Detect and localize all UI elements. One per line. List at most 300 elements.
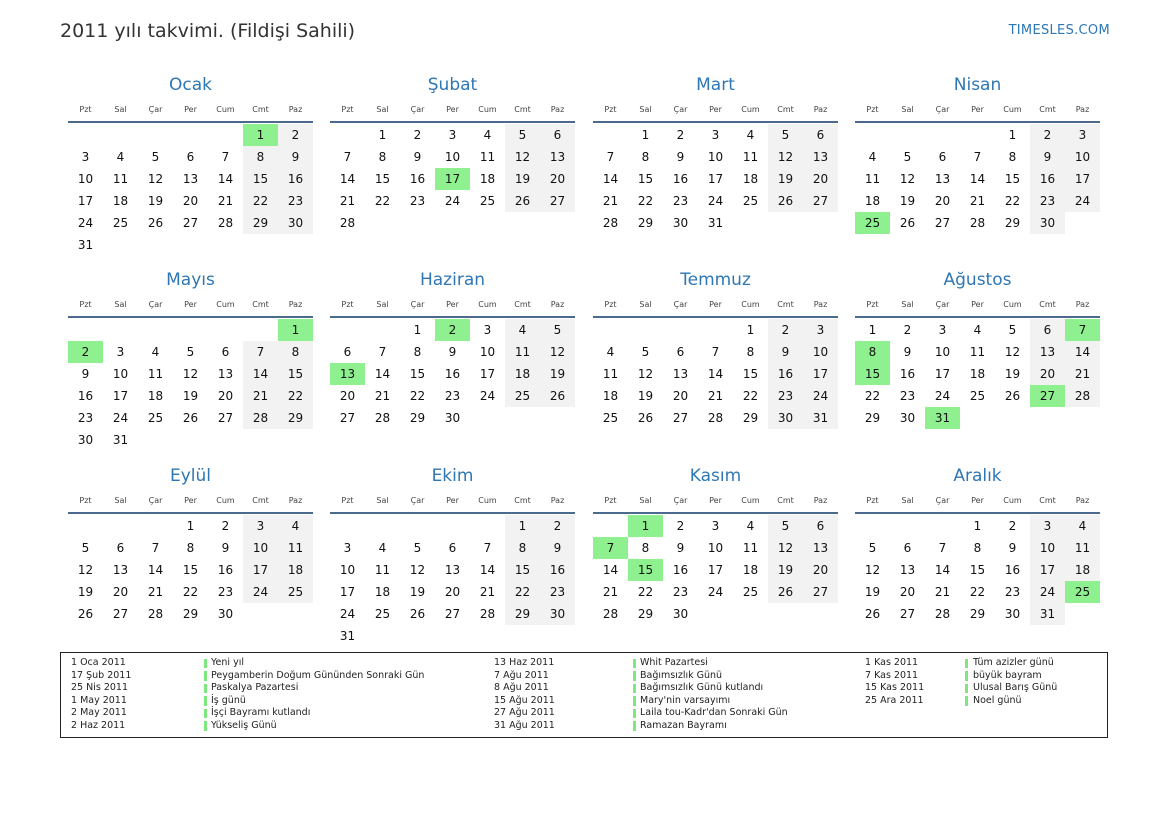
day-cell: 11: [278, 537, 313, 559]
day-cell: 13: [217, 367, 234, 381]
legend-marker: [633, 696, 636, 706]
legend-marker: [965, 671, 968, 681]
day-cell: 5: [768, 124, 803, 146]
weekday-label: Paz: [288, 105, 303, 114]
day-cell: 1: [378, 128, 387, 142]
day-cell: 30: [1030, 212, 1065, 234]
day-cell: 11: [969, 345, 986, 359]
day-cell: 22: [409, 389, 426, 403]
day-cell: 16: [444, 367, 461, 381]
month-divider: [330, 121, 575, 123]
day-cell: 10: [803, 341, 838, 363]
day-cell: 3: [1030, 515, 1065, 537]
weekday-label: Pzt: [79, 496, 92, 505]
day-cell: 3: [116, 345, 125, 359]
legend-item: [71, 695, 471, 708]
day-cell: 14: [374, 367, 391, 381]
weekday-label: Cum: [1003, 105, 1022, 114]
day-cell: 9: [1008, 541, 1017, 555]
day-cell: 17: [934, 367, 951, 381]
month-name: Ağustos: [943, 270, 1012, 290]
day-cell: 25: [505, 385, 540, 407]
holiday-day-cell: 27: [1030, 385, 1065, 407]
holiday-legend: [60, 652, 1108, 738]
weekday-header: [855, 104, 1100, 116]
day-cell: 30: [1004, 607, 1021, 621]
day-cell: 9: [413, 150, 422, 164]
legend-marker: [204, 684, 207, 694]
weekday-label: Per: [971, 496, 984, 505]
day-cell: 11: [112, 172, 129, 186]
day-cell: 10: [339, 563, 356, 577]
legend-column: [865, 657, 1095, 707]
day-cell: 6: [803, 124, 838, 146]
weekday-label: Per: [709, 496, 722, 505]
weekday-label: Sal: [114, 300, 127, 309]
legend-date: 25 Nis 2011: [71, 682, 128, 694]
holiday-day-cell: 13: [330, 363, 365, 385]
day-cell: 11: [602, 367, 619, 381]
day-cell: 8: [186, 541, 195, 555]
day-cell: 10: [1065, 146, 1100, 168]
day-grid: [330, 124, 575, 256]
day-cell: 3: [483, 323, 492, 337]
legend-column: [71, 657, 471, 733]
day-cell: 30: [540, 603, 575, 625]
day-cell: 4: [1065, 515, 1100, 537]
day-cell: 23: [672, 585, 689, 599]
day-cell: 22: [182, 585, 199, 599]
month-divider: [855, 316, 1100, 318]
day-cell: 18: [1065, 559, 1100, 581]
day-cell: 15: [505, 559, 540, 581]
day-cell: 24: [934, 389, 951, 403]
day-cell: 20: [540, 168, 575, 190]
legend-date: 2 May 2011: [71, 707, 127, 719]
day-cell: 19: [768, 559, 803, 581]
month-name: Eylül: [169, 466, 212, 486]
legend-holiday-name: Bağımsızlık Günü: [640, 669, 723, 681]
day-cell: 23: [217, 585, 234, 599]
day-cell: 19: [768, 168, 803, 190]
day-cell: 11: [479, 150, 496, 164]
day-cell: 5: [641, 345, 650, 359]
day-cell: 8: [278, 341, 313, 363]
day-cell: 18: [479, 172, 496, 186]
legend-marker: [965, 684, 968, 694]
day-cell: 15: [1004, 172, 1021, 186]
holiday-day-cell: 7: [1065, 319, 1100, 341]
day-cell: 6: [221, 345, 230, 359]
legend-column: [494, 657, 894, 733]
day-cell: 14: [934, 563, 951, 577]
legend-holiday-name: Tüm azizler günü: [973, 657, 1054, 668]
day-cell: 5: [151, 150, 160, 164]
legend-marker: [633, 721, 636, 731]
day-cell: 22: [742, 389, 759, 403]
day-cell: 13: [899, 563, 916, 577]
day-cell: 17: [479, 367, 496, 381]
day-cell: 26: [182, 411, 199, 425]
weekday-label: Çar: [148, 105, 163, 114]
day-cell: 10: [112, 367, 129, 381]
weekday-label: Paz: [550, 105, 565, 114]
weekday-label: Çar: [935, 300, 950, 309]
holiday-day-cell: 8: [855, 341, 890, 363]
weekday-label: Çar: [673, 496, 688, 505]
weekday-label: Cmt: [514, 300, 531, 309]
site-link[interactable]: TIMESLES.COM: [1008, 23, 1110, 38]
weekday-label: Paz: [288, 496, 303, 505]
legend-item: [71, 657, 471, 670]
weekday-header: [68, 104, 313, 116]
day-cell: 8: [378, 150, 387, 164]
day-cell: 7: [973, 150, 982, 164]
legend-item: [865, 695, 1095, 708]
weekday-label: Çar: [410, 105, 425, 114]
day-cell: 8: [413, 345, 422, 359]
day-cell: 6: [938, 150, 947, 164]
holiday-day-cell: 1: [278, 319, 313, 341]
day-cell: 3: [343, 541, 352, 555]
holiday-day-cell: 15: [855, 363, 890, 385]
day-cell: 15: [637, 172, 654, 186]
day-cell: 20: [934, 194, 951, 208]
legend-holiday-name: Ulusal Barış Günü: [973, 682, 1058, 694]
day-cell: 21: [339, 194, 356, 208]
holiday-day-cell: 2: [435, 319, 470, 341]
day-cell: 14: [339, 172, 356, 186]
day-cell: 18: [602, 389, 619, 403]
day-cell: 18: [742, 172, 759, 186]
legend-holiday-name: Laila tou-Kadr'dan Sonraki Gün: [640, 707, 788, 719]
day-grid: [330, 515, 575, 647]
day-cell: 9: [768, 341, 803, 363]
day-cell: 29: [278, 407, 313, 429]
day-cell: 25: [479, 194, 496, 208]
day-cell: 25: [742, 585, 759, 599]
day-cell: 1: [641, 128, 650, 142]
day-cell: 31: [112, 433, 129, 447]
day-cell: 27: [540, 190, 575, 212]
day-cell: 9: [676, 150, 685, 164]
weekday-label: Sal: [639, 496, 652, 505]
day-cell: 18: [112, 194, 129, 208]
holiday-day-cell: 17: [435, 168, 470, 190]
weekday-label: Cum: [216, 300, 235, 309]
legend-marker: [204, 671, 207, 681]
legend-date: 31 Ağu 2011: [494, 719, 555, 731]
weekday-label: Cmt: [252, 105, 269, 114]
day-cell: 29: [637, 607, 654, 621]
day-cell: 27: [339, 411, 356, 425]
day-cell: 28: [1065, 385, 1100, 407]
weekday-header: [68, 299, 313, 311]
day-cell: 12: [864, 563, 881, 577]
month-divider: [68, 316, 313, 318]
day-cell: 2: [903, 323, 912, 337]
day-cell: 15: [374, 172, 391, 186]
legend-date: 15 Ağu 2011: [494, 694, 555, 706]
day-cell: 3: [448, 128, 457, 142]
weekday-label: Çar: [148, 496, 163, 505]
day-cell: 14: [243, 363, 278, 385]
day-cell: 29: [243, 212, 278, 234]
day-cell: 28: [374, 411, 391, 425]
day-cell: 5: [1008, 323, 1017, 337]
day-cell: 8: [641, 541, 650, 555]
day-cell: 27: [217, 411, 234, 425]
holiday-day-cell: 25: [1065, 581, 1100, 603]
day-cell: 23: [672, 194, 689, 208]
day-cell: 21: [969, 194, 986, 208]
day-cell: 3: [1065, 124, 1100, 146]
day-cell: 21: [602, 194, 619, 208]
day-cell: 10: [444, 150, 461, 164]
day-cell: 6: [540, 124, 575, 146]
weekday-label: Cmt: [252, 300, 269, 309]
weekday-label: Per: [971, 105, 984, 114]
day-cell: 17: [243, 559, 278, 581]
day-cell: 12: [540, 341, 575, 363]
day-cell: 8: [973, 541, 982, 555]
day-cell: 21: [243, 385, 278, 407]
day-cell: 20: [112, 585, 129, 599]
day-cell: 5: [768, 515, 803, 537]
day-cell: 29: [637, 216, 654, 230]
day-cell: 28: [934, 607, 951, 621]
day-cell: 4: [746, 128, 755, 142]
day-grid: [855, 515, 1100, 647]
day-cell: 19: [409, 585, 426, 599]
day-cell: 30: [217, 607, 234, 621]
day-cell: 13: [672, 367, 689, 381]
day-cell: 7: [606, 150, 615, 164]
day-cell: 4: [746, 519, 755, 533]
month-name: Temmuz: [680, 270, 751, 290]
day-cell: 7: [221, 150, 230, 164]
day-cell: 24: [707, 194, 724, 208]
day-grid: [593, 124, 838, 256]
day-cell: 13: [803, 537, 838, 559]
weekday-header: [855, 299, 1100, 311]
weekday-label: Cmt: [252, 496, 269, 505]
weekday-label: Çar: [673, 300, 688, 309]
weekday-label: Çar: [935, 105, 950, 114]
day-cell: 12: [637, 367, 654, 381]
day-grid: [68, 124, 313, 256]
day-cell: 9: [278, 146, 313, 168]
weekday-label: Çar: [935, 496, 950, 505]
day-cell: 22: [637, 585, 654, 599]
weekday-header: [593, 299, 838, 311]
day-cell: 14: [217, 172, 234, 186]
day-cell: 29: [864, 411, 881, 425]
day-cell: 2: [1030, 124, 1065, 146]
day-cell: 27: [444, 607, 461, 621]
day-cell: 12: [147, 172, 164, 186]
day-cell: 9: [676, 541, 685, 555]
legend-item: [494, 670, 894, 683]
legend-date: 27 Ağu 2011: [494, 707, 555, 719]
day-cell: 18: [505, 363, 540, 385]
day-cell: 11: [864, 172, 881, 186]
weekday-label: Pzt: [341, 105, 354, 114]
day-cell: 1: [186, 519, 195, 533]
day-cell: 17: [803, 363, 838, 385]
legend-date: 1 Kas 2011: [865, 657, 919, 668]
legend-date: 2 Haz 2011: [71, 719, 126, 731]
day-cell: 26: [409, 607, 426, 621]
day-cell: 13: [934, 172, 951, 186]
day-cell: 23: [768, 385, 803, 407]
day-cell: 26: [899, 216, 916, 230]
legend-item: [494, 707, 894, 720]
day-cell: 15: [742, 367, 759, 381]
day-cell: 19: [864, 585, 881, 599]
day-cell: 18: [969, 367, 986, 381]
day-cell: 19: [637, 389, 654, 403]
day-cell: 22: [505, 581, 540, 603]
weekday-label: Cmt: [777, 300, 794, 309]
day-cell: 2: [278, 124, 313, 146]
month-name: Kasım: [689, 466, 742, 486]
day-cell: 23: [77, 411, 94, 425]
weekday-label: Çar: [410, 300, 425, 309]
legend-marker: [633, 684, 636, 694]
month-divider: [68, 512, 313, 514]
day-cell: 3: [803, 319, 838, 341]
day-cell: 25: [969, 389, 986, 403]
weekday-label: Cum: [216, 496, 235, 505]
day-cell: 5: [540, 319, 575, 341]
day-grid: [68, 515, 313, 647]
legend-item: [494, 682, 894, 695]
day-cell: 12: [409, 563, 426, 577]
day-cell: 24: [444, 194, 461, 208]
day-cell: 12: [1004, 345, 1021, 359]
holiday-day-cell: 7: [593, 537, 628, 559]
legend-item: [71, 670, 471, 683]
day-cell: 11: [505, 341, 540, 363]
day-cell: 2: [676, 519, 685, 533]
day-cell: 8: [505, 537, 540, 559]
day-cell: 24: [339, 607, 356, 621]
day-cell: 9: [221, 541, 230, 555]
day-cell: 17: [707, 563, 724, 577]
weekday-label: Paz: [813, 496, 828, 505]
month-divider: [330, 316, 575, 318]
day-cell: 18: [742, 563, 759, 577]
day-cell: 26: [77, 607, 94, 621]
day-cell: 31: [1030, 603, 1065, 625]
day-cell: 16: [540, 559, 575, 581]
weekday-label: Sal: [114, 496, 127, 505]
day-cell: 17: [1065, 168, 1100, 190]
weekday-label: Per: [971, 300, 984, 309]
day-cell: 14: [707, 367, 724, 381]
legend-holiday-name: İşçi Bayramı kutlandı: [211, 707, 311, 719]
day-cell: 24: [243, 581, 278, 603]
day-cell: 22: [1004, 194, 1021, 208]
weekday-label: Per: [446, 300, 459, 309]
day-cell: 14: [147, 563, 164, 577]
weekday-label: Cmt: [1039, 496, 1056, 505]
day-cell: 19: [505, 168, 540, 190]
day-cell: 27: [803, 581, 838, 603]
legend-date: 1 May 2011: [71, 694, 127, 706]
day-cell: 13: [444, 563, 461, 577]
day-cell: 19: [182, 389, 199, 403]
day-cell: 5: [903, 150, 912, 164]
day-cell: 9: [540, 537, 575, 559]
legend-holiday-name: büyük bayram: [973, 669, 1042, 681]
weekday-label: Pzt: [341, 496, 354, 505]
day-cell: 18: [374, 585, 391, 599]
day-cell: 5: [505, 124, 540, 146]
day-cell: 30: [899, 411, 916, 425]
day-cell: 19: [540, 363, 575, 385]
weekday-label: Cum: [741, 300, 760, 309]
day-cell: 11: [742, 541, 759, 555]
day-cell: 3: [711, 519, 720, 533]
day-cell: 14: [969, 172, 986, 186]
weekday-label: Paz: [288, 300, 303, 309]
day-cell: 5: [868, 541, 877, 555]
day-cell: 16: [899, 367, 916, 381]
day-cell: 29: [742, 411, 759, 425]
weekday-label: Sal: [639, 300, 652, 309]
legend-holiday-name: Mary'nin varsayımı: [640, 694, 731, 706]
day-cell: 3: [711, 128, 720, 142]
day-cell: 31: [803, 407, 838, 429]
day-cell: 26: [637, 411, 654, 425]
day-cell: 1: [413, 323, 422, 337]
day-cell: 23: [540, 581, 575, 603]
day-cell: 15: [409, 367, 426, 381]
weekday-label: Çar: [410, 496, 425, 505]
day-cell: 7: [711, 345, 720, 359]
day-cell: 25: [147, 411, 164, 425]
day-cell: 22: [374, 194, 391, 208]
day-cell: 28: [339, 216, 356, 230]
day-cell: 11: [374, 563, 391, 577]
day-cell: 26: [768, 581, 803, 603]
day-cell: 27: [899, 607, 916, 621]
holiday-day-cell: 31: [925, 407, 960, 429]
legend-date: 17 Şub 2011: [71, 669, 132, 681]
day-cell: 2: [221, 519, 230, 533]
day-cell: 5: [413, 541, 422, 555]
day-cell: 20: [217, 389, 234, 403]
day-grid: [330, 319, 575, 451]
day-cell: 2: [768, 319, 803, 341]
weekday-header: [855, 495, 1100, 507]
day-cell: 8: [746, 345, 755, 359]
legend-date: 13 Haz 2011: [494, 657, 555, 668]
day-cell: 13: [540, 146, 575, 168]
day-cell: 7: [343, 150, 352, 164]
day-cell: 19: [77, 585, 94, 599]
day-cell: 12: [505, 146, 540, 168]
legend-item: [494, 657, 894, 670]
legend-item: [494, 695, 894, 708]
day-cell: 9: [81, 367, 90, 381]
weekday-label: Sal: [901, 105, 914, 114]
day-cell: 29: [182, 607, 199, 621]
holiday-day-cell: 1: [243, 124, 278, 146]
day-cell: 17: [112, 389, 129, 403]
